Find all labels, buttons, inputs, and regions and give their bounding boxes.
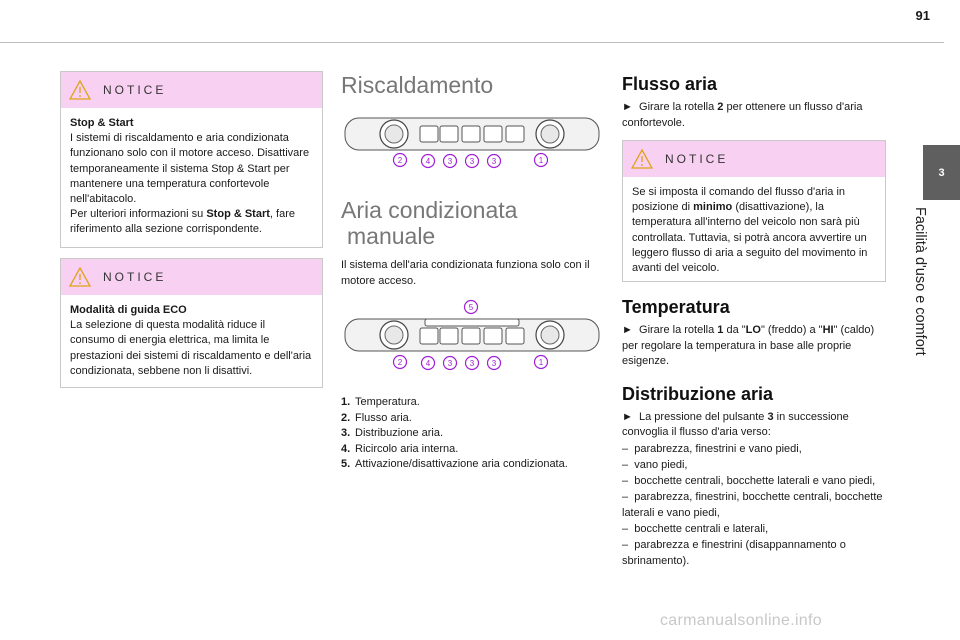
flow-text-a: Girare la rotella [639,101,718,113]
dist-text-b: 3 [767,410,774,423]
dash: – [622,442,629,455]
callout-label: 2 [397,358,403,367]
item-text: bocchette centrali e laterali, [634,522,769,535]
ac-title-line1: Aria condizionata [341,197,518,223]
arrow-icon: ► [622,101,633,113]
temp-text-e: " (freddo) a " [760,324,823,336]
chapter-title: Facilità d'uso e comfort [912,207,928,356]
notice-stop-start [60,71,323,248]
notice-body [61,295,322,387]
climate-panel-illustration [341,112,603,174]
callout-label: 1 [538,358,544,367]
notice-text-b: minimo [693,201,733,214]
callout-label: 4 [425,157,431,166]
item-text: bocchette centrali, bocchette laterali e vano piedi, [634,474,876,487]
item-text: Ricircolo aria interna. [355,442,459,455]
item-number: 1. [341,396,351,408]
temp-text-g: " (caldo) per regolare la temperatura in base alle proprie esigenze. [622,324,875,367]
warning-icon [631,149,653,169]
item-number: 2. [341,411,351,424]
distribution-title: Distribuzione aria [622,383,774,404]
warning-icon [69,80,91,100]
temp-text-a: Girare la rotella [639,324,718,336]
notice-heading: Modalità di guida ECO [70,304,187,316]
list-item [622,489,886,521]
distribution-list [622,441,886,569]
item-text: Distribuzione aria. [355,427,444,439]
callout-label: 4 [425,359,431,368]
chapter-number: 3 [938,166,945,179]
ac-title [341,197,603,249]
flow-text-b: 2 [717,101,724,113]
notice-label: NOTICE [665,152,729,166]
control-legend-list [341,395,603,473]
callout-label: 3 [469,359,475,368]
climate-panel-ac [341,299,603,375]
ac-title-line2: manuale [347,223,436,249]
list-item [341,442,603,458]
temp-text-d: LO [745,324,761,336]
temp-text-b: 1 [717,324,724,336]
list-item [622,473,886,489]
notice-header [623,141,885,177]
notice-text-c: (disattivazione), la temperatura all'interno del veicolo non sarà più controllata. Tuttavia, si potrà ancora avvertire un leggero flusso di aria a seguito del movimento in avanti del veicolo. [632,201,868,275]
notice-more-prefix: Per ulteriori informazioni su [70,208,207,221]
heating-title: Riscaldamento [341,72,494,98]
page-number: 91 [915,8,930,23]
dash: – [622,538,629,551]
item-text: vano piedi, [634,458,688,471]
item-number: 4. [341,442,351,455]
notice-heading: Stop & Start [70,117,134,129]
notice-eco [60,258,323,388]
temperature-text [622,323,886,370]
distribution-text [622,410,886,441]
arrow-icon: ► [622,324,633,336]
list-item [622,537,886,569]
watermark: carmanualsonline.info [660,612,822,629]
notice-text: La selezione di questa modalità riduce il consumo di energia elettrica, ma limita le prestazioni dei sistemi di riscaldamento e dell'aria condizionata, sebbene non li disattivi. [70,319,312,377]
header-rule [0,42,944,43]
dash: – [622,474,629,487]
arrow-icon: ► [622,410,633,423]
flow-title: Flusso aria [622,74,718,94]
list-item [341,457,603,473]
dist-text-c: in successione convoglia il flusso d'aria verso: [622,410,849,438]
dist-text-a: La pressione del pulsante [639,410,768,423]
item-text: parabrezza, finestrini e vano piedi, [634,442,802,455]
callout-label: 3 [447,157,453,166]
dash: – [622,490,629,503]
list-item [622,441,886,457]
notice-flow [622,140,886,282]
dash: – [622,522,629,535]
warning-icon [69,267,91,287]
notice-more-suffix: , fare riferimento alla sezione corrispondente. [70,208,295,236]
callout-label: 2 [397,156,403,165]
climate-panel-heating [341,112,603,174]
callout-label: 1 [538,156,544,165]
temp-text-f: HI [822,324,834,336]
climate-panel-illustration [341,299,603,375]
flow-text-c: per ottenere un flusso d'aria confortevole. [622,101,863,129]
temperature-title: Temperatura [622,297,730,317]
ac-intro: Il sistema dell'aria condizionata funziona solo con il motore acceso. [341,259,590,287]
callout-label: 3 [491,157,497,166]
dash: – [622,458,629,471]
list-item [622,457,886,473]
chapter-tab[interactable] [923,145,960,200]
notice-body [623,177,885,284]
notice-label: NOTICE [103,270,167,284]
notice-body [61,108,322,246]
list-item [341,395,603,411]
callout-label: 5 [468,303,474,312]
item-text: parabrezza e finestrini (disappannamento o sbrinamento). [622,538,846,567]
notice-header [61,259,322,295]
notice-more-bold: Stop & Start [206,208,270,221]
notice-text: I sistemi di riscaldamento e aria condizionata funzionano solo con il motore acceso. Disattivare temporaneamente il sistema Stop & Start per mantenere una temperatura confortevole nell'abitacolo. [70,132,310,206]
list-item [622,521,886,537]
item-text: Temperatura. [355,396,420,408]
list-item [341,411,603,427]
callout-label: 3 [491,359,497,368]
item-text: parabrezza, finestrini, bocchette centrali, bocchette laterali e vano piedi, [622,490,883,519]
notice-label: NOTICE [103,83,167,97]
item-number: 3. [341,427,351,439]
list-item [341,426,603,442]
temp-text-c: da " [723,324,746,336]
item-text: Attivazione/disattivazione aria condizionata. [355,458,568,470]
item-number: 5. [341,458,351,470]
right-column [622,74,886,569]
item-text: Flusso aria. [355,411,412,424]
callout-label: 3 [447,359,453,368]
notice-text-a: Se si imposta il comando del flusso d'aria in posizione di [632,186,846,214]
callout-label: 3 [469,157,475,166]
notice-header [61,72,322,108]
middle-column [341,72,603,473]
flow-text [622,100,886,131]
